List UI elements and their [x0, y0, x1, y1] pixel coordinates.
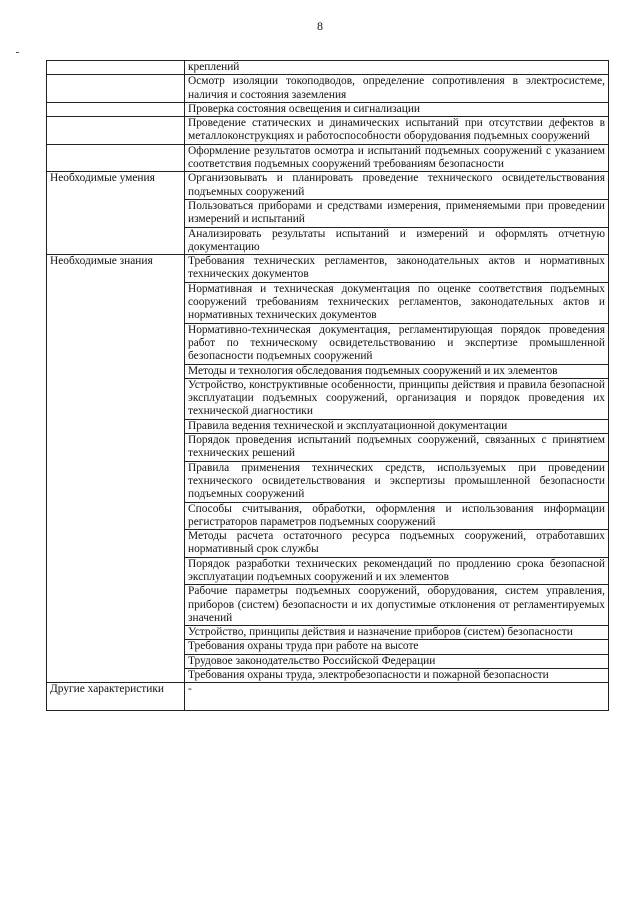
table-cell: -	[185, 683, 609, 711]
table-cell: Рабочие параметры подъемных сооружений, оборудования, систем управления, приборов (систем) безопасности и их допустимые отклонения от регламентируемых значений	[185, 585, 609, 626]
table-cell: креплений	[185, 61, 609, 75]
table-cell: Требования технических регламентов, законодательных актов и нормативных технических документов	[185, 255, 609, 283]
table-row	[47, 255, 609, 283]
table-row	[47, 102, 609, 116]
table-row	[47, 683, 609, 711]
table-cell: Анализировать результаты испытаний и измерений и оформлять отчетную документацию	[185, 227, 609, 255]
table-cell: Пользоваться приборами и средствами измерения, применяемыми при проведении измерений и испытаний	[185, 199, 609, 227]
knowledge-label: Необходимые знания	[47, 255, 185, 683]
label-cell	[47, 75, 185, 103]
table-cell: Устройство, конструктивные особенности, принципы действия и правила безопасной эксплуатации подъемных сооружений, организация и порядок проведения их технической диагностики	[185, 378, 609, 419]
table-cell: Правила применения технических средств, используемых при проведении технического освидетельствования и экспертизы промышленной безопасности подъемных сооружений	[185, 461, 609, 502]
table-cell: Устройство, принципы действия и назначение приборов (систем) безопасности	[185, 626, 609, 640]
table-cell: Оформление результатов осмотра и испытаний подъемных сооружений с указанием соответствия подъемных сооружений требованиям безопасности	[185, 144, 609, 172]
table-row	[47, 61, 609, 75]
label-cell	[47, 144, 185, 172]
competency-table	[46, 60, 609, 711]
table-cell: Трудовое законодательство Российской Федерации	[185, 654, 609, 668]
scan-mark	[16, 52, 19, 53]
table-cell: Требования охраны труда, электробезопасности и пожарной безопасности	[185, 669, 609, 683]
table-cell: Порядок разработки технических рекомендаций по продлению срока безопасной эксплуатации подъемных сооружений и их элементов	[185, 557, 609, 585]
table-cell: Проверка состояния освещения и сигнализации	[185, 102, 609, 116]
table-cell: Методы и технология обследования подъемных сооружений и их элементов	[185, 364, 609, 378]
page-number: 8	[317, 19, 323, 33]
skills-label: Необходимые умения	[47, 172, 185, 255]
table-cell: Осмотр изоляции токоподводов, определение сопротивления в электросистеме, наличия и состояния заземления	[185, 75, 609, 103]
table-row	[47, 144, 609, 172]
table-row	[47, 117, 609, 145]
table-cell: Организовывать и планировать проведение технического освидетельствования подъемных сооружений	[185, 172, 609, 200]
table-cell: Правила ведения технической и эксплуатационной документации	[185, 419, 609, 433]
table-cell: Методы расчета остаточного ресурса подъемных сооружений, отработавших нормативный срок службы	[185, 530, 609, 558]
table-cell: Требования охраны труда при работе на высоте	[185, 640, 609, 654]
table-cell: Нормативная и техническая документация по оценке соответствия подъемных сооружений требованиям технических регламентов, законодательных актов и нормативных технических документов	[185, 282, 609, 323]
table-cell: Нормативно-техническая документация, регламентирующая порядок проведения работ по техническому освидетельствованию и экспертизе промышленной безопасности подъемных сооружений	[185, 323, 609, 364]
table-cell: Порядок проведения испытаний подъемных сооружений, связанных с принятием технических решений	[185, 434, 609, 462]
table-cell: Проведение статических и динамических испытаний при отсутствии дефектов в металлоконструкциях и работоспособности оборудования подъемных сооружений	[185, 117, 609, 145]
other-label: Другие характеристики	[47, 683, 185, 711]
label-cell	[47, 117, 185, 145]
label-cell	[47, 61, 185, 75]
table-cell: Способы считывания, обработки, оформления и использования информации регистраторов параметров подъемных сооружений	[185, 502, 609, 530]
table-row	[47, 75, 609, 103]
table-row	[47, 172, 609, 200]
label-cell	[47, 102, 185, 116]
